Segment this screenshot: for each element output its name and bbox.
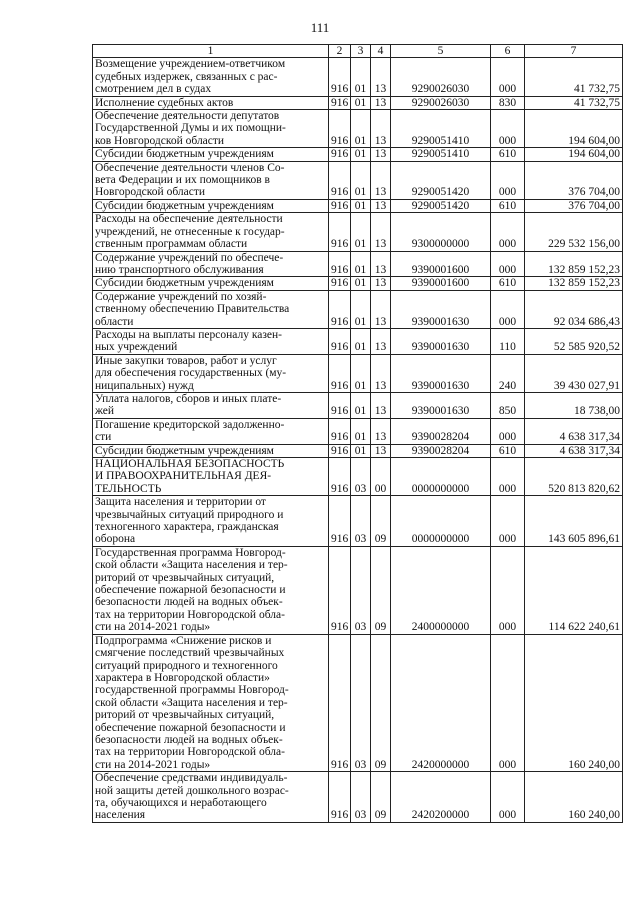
row-sum-cell: 143 605 896,61 — [525, 496, 623, 547]
row-csr-cell: 2420000000 — [391, 634, 491, 771]
row-vr-cell: 000 — [491, 161, 525, 199]
row-sum-cell: 160 240,00 — [525, 772, 623, 823]
row-ved-cell: 916 — [329, 496, 351, 547]
row-name-cell: Государственная программа Новгород- ской области «Защита населения и тер- риторий от чрезвычайных ситуаций, обеспечение пожарной безопасности и безопасности людей на водных объек- тах на территории Новгородской обла- сти на 2014-2021 годы» — [93, 546, 329, 634]
row-csr-cell: 9290026030 — [391, 58, 491, 96]
row-pr-cell: 13 — [371, 96, 391, 109]
row-pr-cell: 09 — [371, 634, 391, 771]
row-vr-cell: 000 — [491, 58, 525, 96]
row-name-cell: Погашение кредиторской задолженно- сти — [93, 418, 329, 444]
row-rz-cell: 01 — [351, 161, 371, 199]
row-rz-cell: 01 — [351, 58, 371, 96]
row-vr-cell: 000 — [491, 546, 525, 634]
row-name-cell: Защита населения и территории от чрезвычайных ситуаций природного и техногенного характера, гражданская оборона — [93, 496, 329, 547]
row-name-cell: Обеспечение средствами индивидуаль- ной защиты детей дошкольного возрас- та, обучающихся и неработающего населения — [93, 772, 329, 823]
row-name-cell: Расходы на выплаты персоналу казен- ных учреждений — [93, 328, 329, 354]
row-sum-cell: 92 034 686,43 — [525, 290, 623, 328]
row-pr-cell: 13 — [371, 392, 391, 418]
row-vr-cell: 000 — [491, 496, 525, 547]
row-vr-cell: 110 — [491, 328, 525, 354]
row-rz-cell: 03 — [351, 458, 371, 496]
row-name-cell: Возмещение учреждением-ответчиком судебных издержек, связанных с рас- смотрением дел в судах — [93, 58, 329, 96]
row-rz-cell: 01 — [351, 96, 371, 109]
row-name-cell: Иные закупки товаров, работ и услуг для обеспечения государственных (му- ниципальных) нужд — [93, 354, 329, 392]
row-pr-cell: 13 — [371, 161, 391, 199]
row-vr-cell: 000 — [491, 213, 525, 251]
row-csr-cell: 2420200000 — [391, 772, 491, 823]
row-ved-cell: 916 — [329, 458, 351, 496]
row-csr-cell: 9290051410 — [391, 110, 491, 148]
table-row — [93, 392, 623, 418]
row-sum-cell: 4 638 317,34 — [525, 444, 623, 457]
row-rz-cell: 01 — [351, 392, 371, 418]
row-name-cell: Содержание учреждений по обеспече- нию транспортного обслуживания — [93, 251, 329, 277]
row-pr-cell: 13 — [371, 110, 391, 148]
header-col-6: 6 — [491, 45, 525, 58]
row-sum-cell: 160 240,00 — [525, 634, 623, 771]
row-rz-cell: 01 — [351, 277, 371, 290]
table-row — [93, 199, 623, 212]
row-csr-cell: 2400000000 — [391, 546, 491, 634]
row-sum-cell: 39 430 027,91 — [525, 354, 623, 392]
row-rz-cell: 01 — [351, 213, 371, 251]
row-csr-cell: 9390001600 — [391, 277, 491, 290]
header-col-3: 3 — [351, 45, 371, 58]
header-col-7: 7 — [525, 45, 623, 58]
row-csr-cell: 9300000000 — [391, 213, 491, 251]
table-row — [93, 277, 623, 290]
row-name-cell: Расходы на обеспечение деятельности учреждений, не отнесенные к государ- ственным программам области — [93, 213, 329, 251]
row-name-cell: Уплата налогов, сборов и иных плате- жей — [93, 392, 329, 418]
row-csr-cell: 9290051420 — [391, 161, 491, 199]
row-ved-cell: 916 — [329, 444, 351, 457]
row-vr-cell: 000 — [491, 110, 525, 148]
row-sum-cell: 52 585 920,52 — [525, 328, 623, 354]
row-csr-cell: 0000000000 — [391, 458, 491, 496]
table-row — [93, 328, 623, 354]
row-pr-cell: 13 — [371, 251, 391, 277]
row-rz-cell: 01 — [351, 148, 371, 161]
table-row — [93, 496, 623, 547]
row-ved-cell: 916 — [329, 328, 351, 354]
table-row — [93, 110, 623, 148]
row-pr-cell: 09 — [371, 496, 391, 547]
row-vr-cell: 000 — [491, 418, 525, 444]
row-pr-cell: 00 — [371, 458, 391, 496]
table-row — [93, 96, 623, 109]
row-ved-cell: 916 — [329, 290, 351, 328]
row-csr-cell: 9290026030 — [391, 96, 491, 109]
row-sum-cell: 41 732,75 — [525, 96, 623, 109]
row-ved-cell: 916 — [329, 148, 351, 161]
row-vr-cell: 610 — [491, 277, 525, 290]
row-rz-cell: 03 — [351, 496, 371, 547]
row-vr-cell: 000 — [491, 634, 525, 771]
row-ved-cell: 916 — [329, 392, 351, 418]
row-vr-cell: 000 — [491, 458, 525, 496]
row-rz-cell: 01 — [351, 290, 371, 328]
budget-table — [92, 44, 623, 823]
row-vr-cell: 000 — [491, 251, 525, 277]
table-row — [93, 161, 623, 199]
row-name-cell: Субсидии бюджетным учреждениям — [93, 199, 329, 212]
row-vr-cell: 610 — [491, 199, 525, 212]
row-name-cell: Содержание учреждений по хозяй- ственному обеспечению Правительства области — [93, 290, 329, 328]
row-ved-cell: 916 — [329, 634, 351, 771]
row-rz-cell: 01 — [351, 251, 371, 277]
row-ved-cell: 916 — [329, 251, 351, 277]
row-pr-cell: 13 — [371, 148, 391, 161]
row-sum-cell: 18 738,00 — [525, 392, 623, 418]
row-pr-cell: 13 — [371, 354, 391, 392]
row-sum-cell: 376 704,00 — [525, 199, 623, 212]
row-sum-cell: 376 704,00 — [525, 161, 623, 199]
row-ved-cell: 916 — [329, 58, 351, 96]
row-csr-cell: 9390001630 — [391, 328, 491, 354]
row-sum-cell: 41 732,75 — [525, 58, 623, 96]
table-row — [93, 354, 623, 392]
row-pr-cell: 13 — [371, 290, 391, 328]
row-ved-cell: 916 — [329, 418, 351, 444]
row-pr-cell: 09 — [371, 772, 391, 823]
row-rz-cell: 01 — [351, 354, 371, 392]
row-csr-cell: 9390001600 — [391, 251, 491, 277]
row-vr-cell: 000 — [491, 772, 525, 823]
row-name-cell: Субсидии бюджетным учреждениям — [93, 148, 329, 161]
row-rz-cell: 03 — [351, 546, 371, 634]
row-csr-cell: 9390001630 — [391, 290, 491, 328]
row-ved-cell: 916 — [329, 277, 351, 290]
row-pr-cell: 13 — [371, 328, 391, 354]
row-csr-cell: 0000000000 — [391, 496, 491, 547]
row-rz-cell: 03 — [351, 772, 371, 823]
row-sum-cell: 114 622 240,61 — [525, 546, 623, 634]
row-pr-cell: 13 — [371, 213, 391, 251]
row-sum-cell: 194 604,00 — [525, 110, 623, 148]
row-ved-cell: 916 — [329, 213, 351, 251]
table-row — [93, 458, 623, 496]
row-ved-cell: 916 — [329, 772, 351, 823]
row-vr-cell: 610 — [491, 444, 525, 457]
table-row — [93, 290, 623, 328]
row-vr-cell: 610 — [491, 148, 525, 161]
row-pr-cell: 13 — [371, 199, 391, 212]
table-row — [93, 213, 623, 251]
row-name-cell: Субсидии бюджетным учреждениям — [93, 277, 329, 290]
row-rz-cell: 01 — [351, 328, 371, 354]
header-col-5: 5 — [391, 45, 491, 58]
table-header-row — [93, 45, 623, 58]
header-col-4: 4 — [371, 45, 391, 58]
row-name-cell: Подпрограмма «Снижение рисков и смягчение последствий чрезвычайных ситуаций природного и техногенного характера в Новгородской области» государственной программы Новгород- ской области «Защита населения и тер- риторий от чрезвычайных ситуаций, обеспечение пожарной безопасности и безопасности людей на водных объек- тах на территории Новгородской обла- сти на 2014-2021 годы» — [93, 634, 329, 771]
row-name-cell: Субсидии бюджетным учреждениям — [93, 444, 329, 457]
row-vr-cell: 000 — [491, 290, 525, 328]
page-number: 111 — [310, 20, 330, 35]
table-row — [93, 634, 623, 771]
row-rz-cell: 01 — [351, 444, 371, 457]
row-ved-cell: 916 — [329, 354, 351, 392]
table-row — [93, 418, 623, 444]
row-rz-cell: 03 — [351, 634, 371, 771]
row-vr-cell: 240 — [491, 354, 525, 392]
row-pr-cell: 13 — [371, 58, 391, 96]
table-row — [93, 772, 623, 823]
row-sum-cell: 229 532 156,00 — [525, 213, 623, 251]
row-csr-cell: 9390001630 — [391, 392, 491, 418]
row-ved-cell: 916 — [329, 110, 351, 148]
row-csr-cell: 9290051410 — [391, 148, 491, 161]
table-row — [93, 251, 623, 277]
table-row — [93, 148, 623, 161]
row-name-cell: Обеспечение деятельности членов Со- вета Федерации и их помощников в Новгородской области — [93, 161, 329, 199]
row-sum-cell: 4 638 317,34 — [525, 418, 623, 444]
row-name-cell: Обеспечение деятельности депутатов Государственной Думы и их помощни- ков Новгородской области — [93, 110, 329, 148]
row-pr-cell: 09 — [371, 546, 391, 634]
row-name-cell: Исполнение судебных актов — [93, 96, 329, 109]
row-sum-cell: 132 859 152,23 — [525, 251, 623, 277]
row-rz-cell: 01 — [351, 199, 371, 212]
row-ved-cell: 916 — [329, 546, 351, 634]
row-ved-cell: 916 — [329, 199, 351, 212]
row-vr-cell: 850 — [491, 392, 525, 418]
row-ved-cell: 916 — [329, 161, 351, 199]
row-csr-cell: 9390028204 — [391, 418, 491, 444]
row-vr-cell: 830 — [491, 96, 525, 109]
row-pr-cell: 13 — [371, 418, 391, 444]
row-csr-cell: 9290051420 — [391, 199, 491, 212]
row-csr-cell: 9390001630 — [391, 354, 491, 392]
row-pr-cell: 13 — [371, 277, 391, 290]
row-sum-cell: 520 813 820,62 — [525, 458, 623, 496]
table-row — [93, 546, 623, 634]
row-rz-cell: 01 — [351, 418, 371, 444]
row-rz-cell: 01 — [351, 110, 371, 148]
row-sum-cell: 132 859 152,23 — [525, 277, 623, 290]
row-ved-cell: 916 — [329, 96, 351, 109]
table-row — [93, 444, 623, 457]
row-csr-cell: 9390028204 — [391, 444, 491, 457]
row-pr-cell: 13 — [371, 444, 391, 457]
row-sum-cell: 194 604,00 — [525, 148, 623, 161]
header-col-2: 2 — [329, 45, 351, 58]
header-col-1: 1 — [93, 45, 329, 58]
row-name-cell: НАЦИОНАЛЬНАЯ БЕЗОПАСНОСТЬ И ПРАВООХРАНИТЕЛЬНАЯ ДЕЯ- ТЕЛЬНОСТЬ — [93, 458, 329, 496]
table-row — [93, 58, 623, 96]
